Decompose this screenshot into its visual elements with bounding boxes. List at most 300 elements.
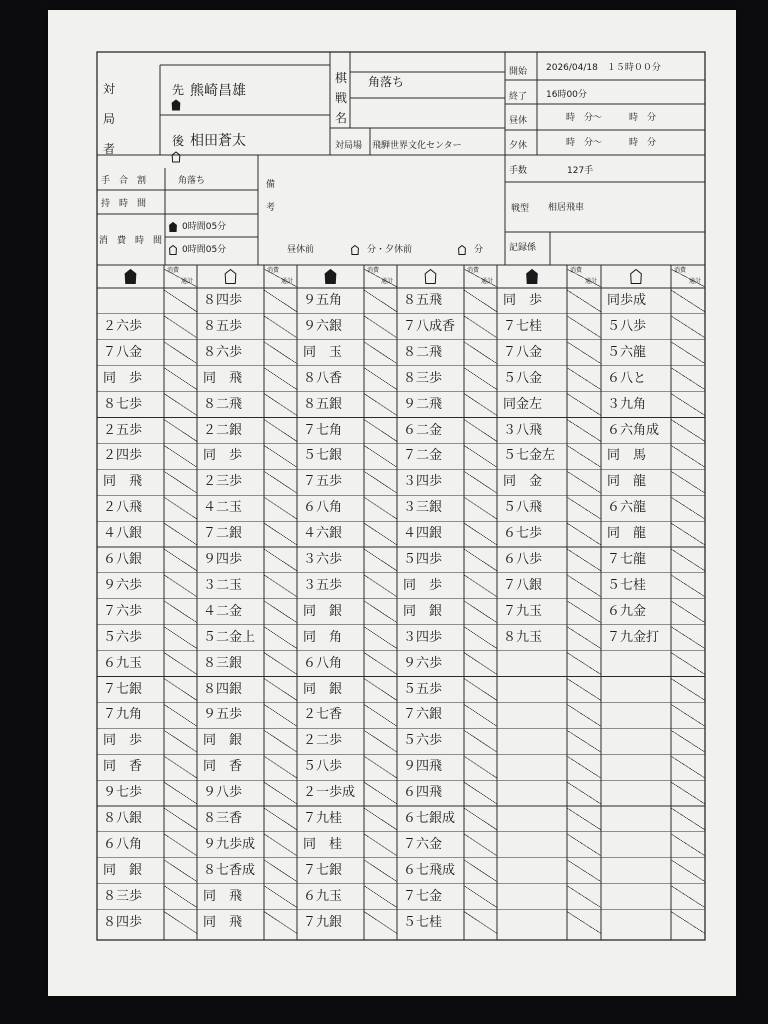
time-cell-diagonal	[567, 653, 601, 675]
time-cell-diagonal	[364, 704, 397, 726]
venue-label: 対局場	[335, 141, 363, 151]
time-cell-diagonal	[264, 627, 297, 649]
move-cell[interactable]: ７八金	[103, 344, 143, 360]
move-cell[interactable]: ５八金	[503, 370, 543, 386]
time-cell-diagonal	[364, 290, 397, 312]
time-cell-diagonal	[464, 886, 497, 908]
move-cell[interactable]: ７六銀	[403, 707, 443, 723]
time-cell-diagonal	[464, 523, 497, 545]
time-cell-diagonal	[567, 316, 601, 338]
time-cell-diagonal	[567, 445, 601, 467]
move-cell[interactable]: ９六歩	[403, 655, 443, 671]
time-cell-diagonal	[567, 834, 601, 856]
time-cell-diagonal	[264, 886, 297, 908]
move-cell[interactable]: ６九金	[607, 603, 647, 619]
time-cell-diagonal	[164, 834, 197, 856]
time-header-top: 消費	[367, 267, 380, 274]
biko-char-2: 考	[266, 203, 276, 213]
move-cell[interactable]: ６七歩	[503, 526, 543, 542]
move-cell[interactable]: 同 香	[103, 759, 143, 775]
move-cell[interactable]: ４二玉	[203, 500, 243, 516]
move-cell[interactable]: ９六銀	[303, 318, 343, 334]
move-cell[interactable]: 同 桂	[303, 836, 343, 852]
time-cell-diagonal	[567, 886, 601, 908]
kisen-value[interactable]: 角落ち	[368, 75, 405, 89]
move-cell[interactable]: ２一歩成	[303, 785, 356, 801]
move-cell[interactable]: ９七歩	[103, 785, 143, 801]
sente-piece-icon	[325, 270, 336, 284]
time-cell-diagonal	[671, 342, 705, 364]
move-cell[interactable]: ８四銀	[203, 681, 243, 697]
time-cell-diagonal	[264, 471, 297, 493]
time-cell-diagonal	[671, 860, 705, 882]
break-note-left: 昼休前	[287, 245, 315, 255]
move-cell[interactable]: ７二金	[403, 448, 443, 464]
time-cell-diagonal	[264, 730, 297, 752]
move-cell[interactable]: 同歩成	[607, 293, 647, 308]
move-cell[interactable]: ５八飛	[503, 500, 543, 516]
kisen-char-3: 名	[335, 111, 348, 125]
start-label: 開始	[509, 67, 528, 77]
move-cell[interactable]: ３四歩	[403, 629, 443, 645]
move-cell[interactable]: ８三歩	[103, 888, 143, 904]
move-cell[interactable]: ７九角	[103, 707, 143, 723]
time-cell-diagonal	[164, 704, 197, 726]
move-cell[interactable]: ７七桂	[503, 318, 543, 334]
break-piece-icon-2	[459, 246, 466, 255]
time-cell-diagonal	[464, 730, 497, 752]
time-cell-diagonal	[264, 808, 297, 830]
move-cell[interactable]: ４四銀	[403, 526, 443, 542]
time-cell-diagonal	[364, 808, 397, 830]
gote-label: 後	[172, 134, 185, 148]
time-cell-diagonal	[464, 782, 497, 804]
time-cell-diagonal	[464, 394, 497, 416]
time-cell-diagonal	[364, 834, 397, 856]
move-cell[interactable]: ６八角	[303, 500, 343, 516]
time-cell-diagonal	[567, 860, 601, 882]
time-header-bottom: 通計	[689, 278, 702, 285]
time-cell-diagonal	[264, 834, 297, 856]
dinner-label: 夕休	[509, 141, 528, 151]
time-cell-diagonal	[364, 653, 397, 675]
time-cell-diagonal	[264, 575, 297, 597]
move-cell[interactable]: ２六歩	[103, 318, 143, 334]
gote-consumed-piece-icon	[170, 246, 177, 255]
end-label: 終了	[509, 92, 528, 102]
time-header-bottom: 通計	[381, 278, 394, 285]
move-cell[interactable]: ６八歩	[503, 552, 543, 567]
move-cell[interactable]: ８三歩	[403, 370, 443, 386]
sente-consumed[interactable]: 0時間05分	[182, 222, 227, 232]
time-cell-diagonal	[567, 782, 601, 804]
time-cell-diagonal	[164, 679, 197, 701]
time-cell-diagonal	[464, 497, 497, 519]
start-value[interactable]: 2026/04/18 １５時００分	[546, 63, 661, 73]
venue-value[interactable]: 飛騨世界文化センター	[372, 141, 462, 151]
time-cell-diagonal	[567, 575, 601, 597]
handicap-value[interactable]: 角落ち	[178, 176, 206, 186]
move-cell[interactable]: ７二銀	[203, 526, 243, 542]
time-header-top: 消費	[167, 267, 180, 274]
move-cell[interactable]: 同 香	[203, 759, 243, 775]
move-cell[interactable]: 同 銀	[403, 603, 443, 619]
move-cell[interactable]: ３六歩	[303, 552, 343, 567]
move-cell[interactable]: ２七香	[303, 707, 343, 723]
move-cell[interactable]: 同 歩	[503, 293, 543, 308]
move-cell[interactable]: ２二歩	[303, 733, 343, 749]
move-cell[interactable]: ７六歩	[103, 603, 143, 619]
move-cell[interactable]: ５七銀	[303, 448, 343, 464]
move-cell[interactable]: ３三銀	[403, 500, 443, 516]
move-cell[interactable]: 同 飛	[203, 888, 243, 904]
move-cell[interactable]: ５六龍	[607, 344, 647, 360]
time-cell-diagonal	[464, 471, 497, 493]
gote-consumed[interactable]: 0時間05分	[182, 245, 227, 255]
time-header-top: 消費	[467, 267, 480, 274]
move-cell[interactable]: ５二金上	[203, 629, 256, 645]
move-cell[interactable]: ８七香成	[203, 862, 256, 878]
time-cell-diagonal	[264, 445, 297, 467]
time-cell-diagonal	[464, 704, 497, 726]
moves-value[interactable]: 127手	[567, 166, 594, 176]
time-cell-diagonal	[364, 368, 397, 390]
time-cell-diagonal	[264, 912, 297, 934]
move-cell[interactable]: ３四歩	[403, 474, 443, 490]
time-cell-diagonal	[567, 627, 601, 649]
time-cell-diagonal	[567, 912, 601, 934]
move-cell[interactable]: 同 歩	[403, 577, 443, 593]
move-cell[interactable]: 同 飛	[103, 474, 143, 490]
move-cell[interactable]: ５六歩	[103, 629, 143, 645]
time-cell-diagonal	[364, 601, 397, 623]
move-cell[interactable]: ４二金	[203, 603, 243, 619]
move-cell[interactable]: ８七歩	[103, 396, 143, 412]
time-cell-diagonal	[671, 627, 705, 649]
time-cell-diagonal	[671, 420, 705, 442]
time-cell-diagonal	[464, 549, 497, 571]
time-cell-diagonal	[464, 601, 497, 623]
move-cell[interactable]: ７七角	[303, 422, 343, 438]
move-cell[interactable]: ８二飛	[203, 396, 243, 412]
time-cell-diagonal	[671, 704, 705, 726]
move-cell[interactable]: ６九玉	[103, 655, 143, 671]
time-cell-diagonal	[364, 575, 397, 597]
move-cell[interactable]: ７八銀	[503, 577, 543, 593]
move-cell[interactable]: ５八歩	[303, 759, 343, 775]
move-cell[interactable]: ７七龍	[607, 552, 647, 567]
move-cell[interactable]: ７九銀	[303, 914, 343, 930]
time-cell-diagonal	[464, 756, 497, 778]
biko-char-1: 備	[266, 180, 276, 190]
time-cell-diagonal	[567, 290, 601, 312]
kisen-char-2: 戦	[335, 91, 348, 105]
gote-piece-icon	[425, 270, 436, 284]
move-cell[interactable]: 同 銀	[303, 603, 343, 619]
move-cell[interactable]: ２二銀	[203, 422, 243, 438]
time-cell-diagonal	[164, 316, 197, 338]
time-cell-diagonal	[264, 497, 297, 519]
move-cell[interactable]: ８四歩	[203, 293, 243, 308]
time-cell-diagonal	[671, 808, 705, 830]
move-cell[interactable]: ６七銀成	[403, 811, 456, 826]
move-cell[interactable]: ７八成香	[403, 318, 456, 334]
time-cell-diagonal	[567, 730, 601, 752]
time-cell-diagonal	[364, 420, 397, 442]
time-cell-diagonal	[567, 523, 601, 545]
move-cell[interactable]: ２三歩	[203, 474, 243, 490]
time-cell-diagonal	[164, 420, 197, 442]
move-cell[interactable]: ５七金左	[503, 448, 556, 464]
time-cell-diagonal	[164, 756, 197, 778]
strategy-value[interactable]: 相居飛車	[548, 203, 585, 213]
time-cell-diagonal	[671, 316, 705, 338]
move-cell[interactable]: ７八金	[503, 344, 543, 360]
move-cell[interactable]: ７七銀	[103, 681, 143, 697]
move-cell[interactable]: 同 歩	[103, 370, 143, 386]
move-cell[interactable]: ８八香	[303, 370, 343, 386]
time-cell-diagonal	[364, 782, 397, 804]
time-cell-diagonal	[264, 316, 297, 338]
time-cell-diagonal	[364, 471, 397, 493]
move-cell[interactable]: ７五歩	[303, 474, 343, 490]
time-cell-diagonal	[364, 549, 397, 571]
gote-name[interactable]: 相田蒼太	[190, 133, 246, 149]
move-cell[interactable]: ５五歩	[403, 681, 443, 697]
time-cell-diagonal	[364, 860, 397, 882]
sente-name[interactable]: 熊崎昌雄	[190, 83, 246, 99]
taikyokusha-char-3: 者	[103, 142, 116, 156]
time-cell-diagonal	[567, 601, 601, 623]
time-cell-diagonal	[264, 860, 297, 882]
move-cell[interactable]: ８五銀	[303, 396, 343, 412]
time-cell-diagonal	[264, 394, 297, 416]
time-cell-diagonal	[364, 497, 397, 519]
time-cell-diagonal	[464, 834, 497, 856]
move-cell[interactable]: ６八と	[607, 370, 647, 386]
lunch-label: 昼休	[509, 116, 528, 126]
move-cell[interactable]: ２八飛	[103, 500, 143, 516]
move-cell[interactable]: ２四歩	[103, 448, 143, 464]
sente-piece-icon	[125, 270, 136, 284]
time-cell-diagonal	[364, 679, 397, 701]
move-cell[interactable]: 同 飛	[203, 370, 243, 386]
move-cell[interactable]: ７九玉	[503, 603, 543, 619]
move-cell[interactable]: ７七銀	[303, 862, 343, 878]
move-cell[interactable]: ５八歩	[607, 318, 647, 334]
move-cell[interactable]: 同 銀	[103, 862, 143, 878]
move-cell[interactable]: ６八角	[103, 836, 143, 852]
time-cell-diagonal	[364, 394, 397, 416]
time-cell-diagonal	[671, 756, 705, 778]
move-cell[interactable]: 同 金	[503, 474, 543, 490]
move-cell[interactable]: ３八飛	[503, 422, 543, 438]
time-cell-diagonal	[364, 445, 397, 467]
move-cell[interactable]: ７七金	[403, 888, 443, 904]
time-cell-diagonal	[264, 368, 297, 390]
move-cell[interactable]: ８三銀	[203, 655, 243, 671]
move-cell[interactable]: ９五歩	[203, 707, 243, 723]
move-cell[interactable]: ７六金	[403, 836, 443, 852]
time-cell-diagonal	[464, 420, 497, 442]
time-cell-diagonal	[264, 756, 297, 778]
time-cell-diagonal	[364, 627, 397, 649]
time-cell-diagonal	[671, 290, 705, 312]
time-cell-diagonal	[567, 756, 601, 778]
time-cell-diagonal	[464, 290, 497, 312]
move-cell[interactable]: ４八銀	[103, 526, 143, 542]
time-cell-diagonal	[464, 679, 497, 701]
time-cell-diagonal	[464, 316, 497, 338]
time-cell-diagonal	[671, 679, 705, 701]
time-cell-diagonal	[364, 342, 397, 364]
move-cell[interactable]: 同金左	[503, 396, 543, 412]
handicap-label: 手 合 割	[101, 176, 147, 186]
move-cell[interactable]: ９六歩	[103, 577, 143, 593]
move-cell[interactable]: ２五歩	[103, 422, 143, 438]
time-cell-diagonal	[364, 756, 397, 778]
time-cell-diagonal	[364, 912, 397, 934]
gote-name-piece-icon	[172, 152, 180, 162]
sente-consumed-piece-icon	[170, 223, 177, 232]
time-cell-diagonal	[464, 653, 497, 675]
move-cell[interactable]: 同 歩	[203, 448, 243, 464]
move-cell[interactable]: 同 飛	[203, 914, 243, 930]
time-cell-diagonal	[364, 523, 397, 545]
time-cell-diagonal	[464, 808, 497, 830]
time-cell-diagonal	[264, 523, 297, 545]
time-cell-diagonal	[264, 549, 297, 571]
move-cell[interactable]: ６七飛成	[403, 862, 456, 878]
time-cell-diagonal	[264, 342, 297, 364]
time-cell-diagonal	[671, 497, 705, 519]
time-cell-diagonal	[567, 394, 601, 416]
move-cell[interactable]: ５七桂	[607, 577, 647, 593]
move-cell[interactable]: ８二飛	[403, 344, 443, 360]
time-cell-diagonal	[671, 575, 705, 597]
kisen-char-1: 棋	[335, 71, 348, 85]
taikyokusha-char-2: 局	[103, 112, 116, 126]
move-cell[interactable]: ７九金打	[607, 629, 660, 645]
move-cell[interactable]: ３九角	[607, 396, 647, 412]
time-cell-diagonal	[264, 420, 297, 442]
move-cell[interactable]: 同 龍	[607, 526, 647, 542]
lunch-value[interactable]: 時 分〜 時 分	[566, 113, 657, 123]
time-cell-diagonal	[164, 782, 197, 804]
move-cell[interactable]: ９九歩成	[203, 836, 256, 852]
time-cell-diagonal	[164, 471, 197, 493]
consumed-label: 消 費 時 間	[99, 236, 163, 246]
move-cell[interactable]: ８五歩	[203, 318, 243, 334]
time-cell-diagonal	[164, 523, 197, 545]
time-cell-diagonal	[164, 290, 197, 312]
time-cell-diagonal	[164, 394, 197, 416]
move-cell[interactable]: ８四歩	[103, 914, 143, 930]
move-cell[interactable]: ６八銀	[103, 552, 143, 567]
time-cell-diagonal	[164, 653, 197, 675]
time-header-top: 消費	[570, 267, 583, 274]
time-cell-diagonal	[671, 523, 705, 545]
move-cell[interactable]: ８五飛	[403, 293, 443, 308]
dinner-value[interactable]: 時 分〜 時 分	[566, 138, 657, 148]
move-cell[interactable]: ６六角成	[607, 422, 660, 438]
move-cell[interactable]: ９四飛	[403, 759, 443, 775]
time-cell-diagonal	[264, 601, 297, 623]
time-header-bottom: 通計	[281, 278, 294, 285]
time-cell-diagonal	[164, 860, 197, 882]
move-cell[interactable]: ３五歩	[303, 577, 343, 593]
break-note-right: 分	[474, 245, 484, 255]
time-cell-diagonal	[567, 497, 601, 519]
time-cell-diagonal	[567, 679, 601, 701]
move-cell[interactable]: ６九玉	[303, 888, 343, 904]
move-cell[interactable]: 同 玉	[303, 344, 343, 360]
sente-name-piece-icon	[172, 100, 180, 110]
move-cell[interactable]: ９五角	[303, 293, 343, 308]
move-cell[interactable]: 同 銀	[303, 681, 343, 697]
move-cell[interactable]: ９八歩	[203, 785, 243, 801]
time-cell-diagonal	[671, 368, 705, 390]
time-cell-diagonal	[671, 394, 705, 416]
time-header-bottom: 通計	[585, 278, 598, 285]
move-cell[interactable]: ６二金	[403, 422, 443, 438]
move-cell[interactable]: ８三香	[203, 811, 243, 826]
time-cell-diagonal	[464, 445, 497, 467]
end-value[interactable]: 16時00分	[546, 90, 587, 100]
sente-label: 先	[172, 83, 185, 97]
moves-label: 手数	[509, 166, 528, 176]
move-cell[interactable]: ５四歩	[403, 552, 443, 567]
break-note-mid: 分・夕休前	[367, 245, 413, 255]
time-cell-diagonal	[671, 653, 705, 675]
gote-piece-icon	[225, 270, 236, 284]
time-cell-diagonal	[164, 575, 197, 597]
move-cell[interactable]: ６六龍	[607, 500, 647, 516]
move-cell[interactable]: ５七桂	[403, 914, 443, 930]
move-cell[interactable]: 同 銀	[203, 733, 243, 749]
move-cell[interactable]: ３二玉	[203, 577, 243, 593]
move-cell[interactable]: 同 歩	[103, 733, 143, 749]
time-cell-diagonal	[164, 342, 197, 364]
move-cell[interactable]: ８六歩	[203, 344, 243, 360]
time-label: 持 時 間	[101, 199, 147, 209]
move-cell[interactable]: ４六銀	[303, 526, 343, 542]
move-cell[interactable]: ８八銀	[103, 811, 143, 826]
time-cell-diagonal	[671, 782, 705, 804]
move-cell[interactable]: ８九玉	[503, 629, 543, 645]
time-cell-diagonal	[364, 886, 397, 908]
time-cell-diagonal	[567, 342, 601, 364]
move-cell[interactable]: ７九桂	[303, 811, 343, 826]
time-cell-diagonal	[164, 730, 197, 752]
time-cell-diagonal	[567, 471, 601, 493]
move-cell[interactable]: 同 馬	[607, 448, 647, 464]
move-cell[interactable]: ５六歩	[403, 733, 443, 749]
move-cell[interactable]: ９四歩	[203, 552, 243, 567]
move-cell[interactable]: ６四飛	[403, 785, 443, 801]
time-cell-diagonal	[671, 834, 705, 856]
time-cell-diagonal	[464, 368, 497, 390]
time-cell-diagonal	[567, 368, 601, 390]
time-cell-diagonal	[567, 808, 601, 830]
move-cell[interactable]: ６八角	[303, 655, 343, 671]
time-cell-diagonal	[464, 575, 497, 597]
time-cell-diagonal	[264, 782, 297, 804]
move-cell[interactable]: ９二飛	[403, 396, 443, 412]
move-cell[interactable]: 同 角	[303, 629, 343, 645]
time-cell-diagonal	[464, 627, 497, 649]
move-cell[interactable]: 同 龍	[607, 474, 647, 490]
